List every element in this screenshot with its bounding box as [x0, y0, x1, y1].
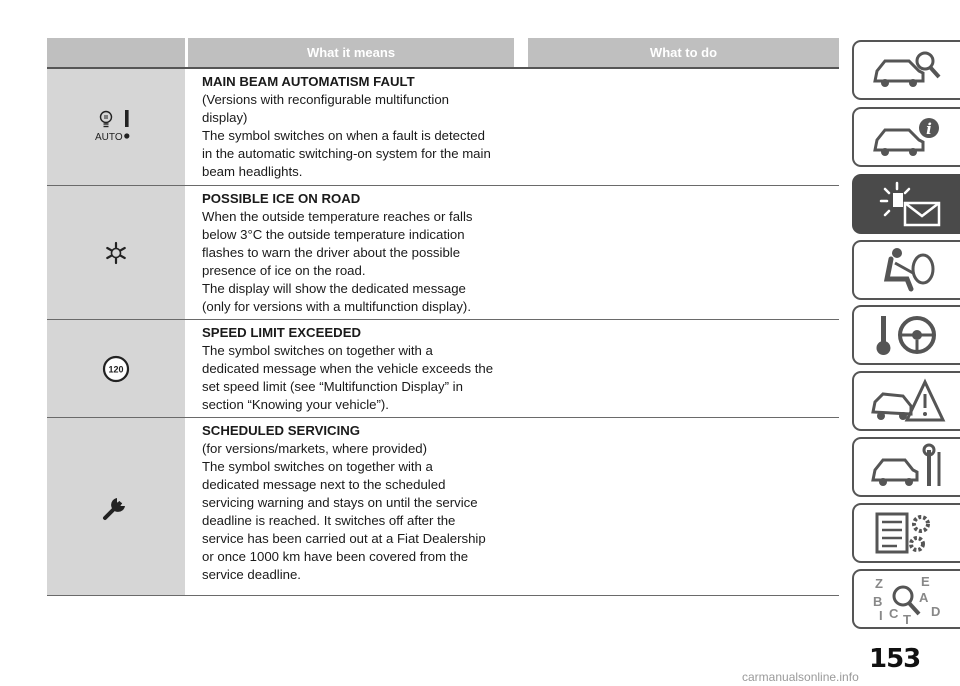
warning-light-message-icon	[867, 179, 947, 229]
table-row	[47, 69, 839, 186]
row-line: presence of ice on the road.	[202, 263, 366, 278]
row-title: POSSIBLE ICE ON ROAD	[202, 191, 361, 206]
row-action-cell	[532, 69, 839, 185]
tab-warning-lights[interactable]	[852, 174, 960, 234]
row-icon-cell	[47, 320, 185, 417]
car-info-icon	[867, 112, 947, 162]
tab-maintenance[interactable]	[852, 437, 960, 497]
row-title: SCHEDULED SERVICING	[202, 423, 361, 438]
car-search-icon	[867, 45, 947, 95]
index-letter: C	[889, 606, 899, 621]
tab-car-info[interactable]	[852, 107, 960, 167]
row-icon-cell	[47, 418, 185, 595]
car-maintenance-icon	[867, 442, 947, 492]
row-text-cell	[185, 186, 532, 319]
row-title: SPEED LIMIT EXCEEDED	[202, 325, 362, 340]
warning-lights-table	[47, 38, 839, 596]
tab-starting-driving[interactable]	[852, 305, 960, 365]
table-row	[47, 418, 839, 596]
index-letter: T	[903, 612, 911, 624]
header-icon-column	[47, 38, 185, 67]
row-line: flashes to warn the driver about the possible	[202, 245, 461, 260]
index-letter: I	[879, 608, 883, 623]
tab-car-search[interactable]	[852, 40, 960, 100]
row-action-cell	[532, 320, 839, 417]
row-line: or once 1000 km have been covered from the	[202, 549, 469, 564]
row-text-cell	[185, 320, 532, 417]
wrench-icon	[101, 492, 131, 522]
auto-label: AUTO	[95, 132, 123, 143]
row-line: beam headlights.	[202, 164, 303, 179]
row-icon-cell	[47, 69, 185, 185]
row-line: (for versions/markets, where provided)	[202, 441, 427, 456]
row-line: The symbol switches on together with a	[202, 459, 433, 474]
table-row	[47, 320, 839, 418]
row-line: The symbol switches on when a fault is detected	[202, 128, 485, 143]
row-text-cell	[185, 418, 532, 595]
svg-text:i: i	[926, 120, 932, 138]
airbag-seat-icon	[867, 245, 947, 295]
tab-technical-data[interactable]	[852, 503, 960, 563]
header-what-to-do: What to do	[528, 38, 839, 67]
row-line: When the outside temperature reaches or falls	[202, 209, 473, 224]
row-text-cell	[185, 69, 532, 185]
alphabetical-index-icon	[867, 574, 947, 624]
table-header	[47, 38, 839, 67]
index-letter: D	[931, 604, 941, 619]
row-icon-cell	[47, 186, 185, 319]
table-row	[47, 186, 839, 320]
row-line: The display will show the dedicated message	[202, 281, 466, 296]
row-line: section “Knowing your vehicle”).	[202, 397, 389, 412]
row-line: service deadline.	[202, 567, 301, 582]
index-letter: E	[921, 574, 930, 589]
main-beam-auto-fault-icon	[91, 107, 141, 147]
technical-data-icon	[867, 508, 947, 558]
row-line: servicing warning and stays on until the service	[202, 495, 478, 510]
index-letter: B	[873, 594, 883, 609]
tab-index[interactable]	[852, 569, 960, 629]
row-line: set speed limit (see “Multifunction Display” in	[202, 379, 463, 394]
snowflake-icon	[103, 240, 129, 266]
speed-limit-icon	[102, 355, 130, 383]
row-title: MAIN BEAM AUTOMATISM FAULT	[202, 74, 415, 89]
row-line: (only for versions with a multifunction display).	[202, 299, 471, 314]
key-steering-wheel-icon	[867, 310, 947, 360]
tab-emergency[interactable]	[852, 371, 960, 431]
index-letter: A	[919, 590, 929, 605]
page-number: 153	[869, 644, 921, 674]
row-line: The symbol switches on together with a	[202, 343, 433, 358]
row-line: below 3°C the outside temperature indication	[202, 227, 465, 242]
car-breakdown-icon	[867, 376, 947, 426]
row-action-cell	[532, 186, 839, 319]
speed-limit-value: 120	[108, 364, 124, 374]
row-line: (Versions with reconfigurable multifunction	[202, 92, 450, 107]
row-line: dedicated message next to the scheduled	[202, 477, 446, 492]
row-line: in the automatic switching-on system for the main	[202, 146, 491, 161]
index-letter: Z	[875, 576, 883, 591]
row-line: service has been carried out at a Fiat Dealership	[202, 531, 486, 546]
watermark: carmanualsonline.info	[742, 670, 859, 684]
row-line: deadline is reached. It switches off after the	[202, 513, 456, 528]
row-line: display)	[202, 110, 248, 125]
row-line: dedicated message when the vehicle exceeds the	[202, 361, 494, 376]
header-what-it-means: What it means	[188, 38, 514, 67]
row-action-cell	[532, 418, 839, 595]
tab-safety[interactable]	[852, 240, 960, 300]
